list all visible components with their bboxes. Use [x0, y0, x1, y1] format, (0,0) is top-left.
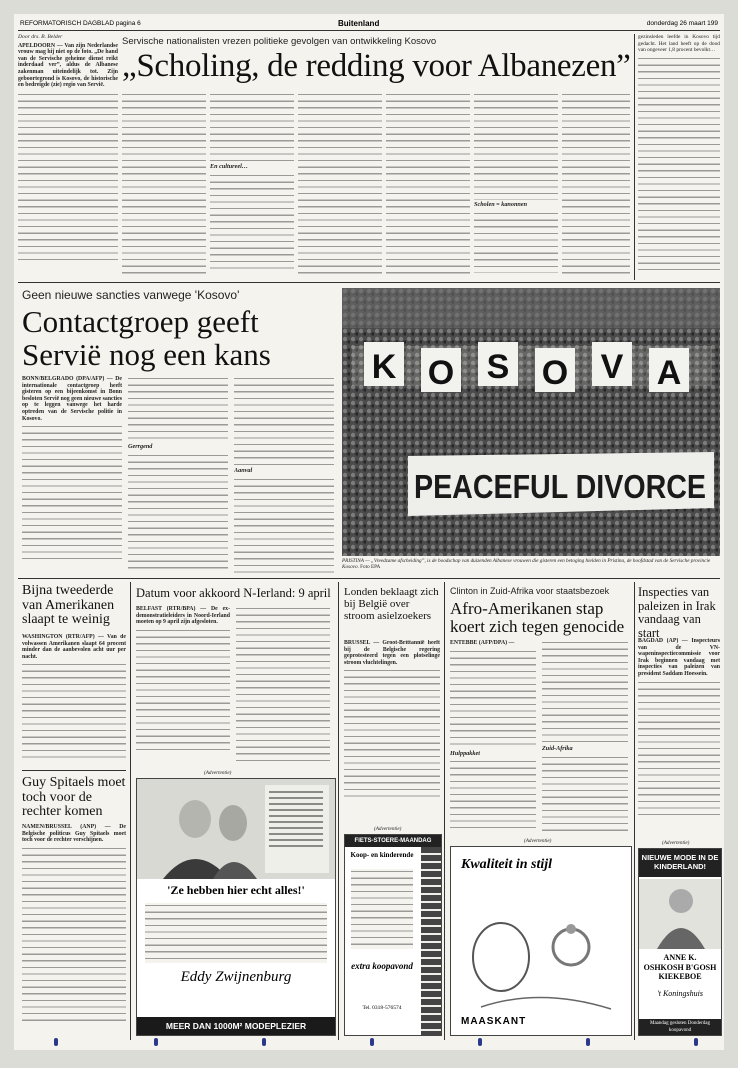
ad-maaskant-jewelry: [451, 887, 631, 1027]
ad-koningshuis[interactable]: [638, 848, 722, 1036]
ad-koningshuis-name: ANNE K. OSHKOSH B'GOSH KIEKEBOE: [643, 953, 717, 981]
kosovo-subhead-2: Scholen = kanonnen: [474, 201, 528, 208]
asiel-lead: Groot-Brittannië heeft bij de Belgische regering geprotesteerd tegen een plotselinge stroom vluchtelingen.: [344, 640, 440, 666]
ad-stoer-title: FIETS-STOERE-MAANDAG: [345, 835, 441, 847]
ierland-col-2: [236, 606, 330, 766]
contactgroep-col-1: [22, 376, 122, 574]
contactgroep-lead: De internationale contactgroep heeft gisteren op een bijeenkomst in Bonn besloten Servië nog geen nieuwe sancties op te leggen vanwege het harde optreden van de Servische politie in Kosovo.: [22, 376, 122, 422]
clinton-subhead-2: Hulppakket: [450, 749, 480, 757]
banner-letter: S: [486, 348, 510, 386]
photo-caption: [342, 558, 720, 576]
kosovo-lead: APELDOORN — Van zijn Nederlandse vrouw mag hij niet op de foto. „De hand van de Servische geheime dienst reikt inderdaad ver”, aldus de Albanese zakenman uiteindelijk tot. Zijn geboortegrond is Kosovo, de historische en bedreigde (zie) regio van Servië.: [18, 42, 118, 89]
spitaels-headline: Guy Spitaels moet toch voor de rechter komen: [22, 775, 126, 819]
ierland-dateline: BELFAST (RTR/BPA) —: [136, 606, 207, 612]
kosovo-right-teaser: gezinsleden leefde in Kosovo tijd gedacht. Het land heeft op de dood van ongeveer 1,8 procent bevolkt…: [638, 34, 720, 54]
contactgroep-dateline: BONN/BELGRADO (DPA/AFP) —: [22, 376, 113, 382]
binder-mark: [262, 1038, 266, 1046]
binder-mark: [154, 1038, 158, 1046]
ad-eddy-zwijnenburg[interactable]: [136, 778, 336, 1036]
clinton-subhead-1: Zuid-Afrika: [542, 745, 573, 752]
binder-mark: [54, 1038, 58, 1046]
ad-fiets-stoere-maandag[interactable]: [344, 834, 442, 1036]
issue-date: donderdag 26 maart 199: [646, 20, 718, 27]
irak-lead: Inspecteurs van de VN-wapeninspectiecommissie voor Irak beginnen vandaag met inspecties van paleizen van president Saddam Hoessein.: [638, 638, 720, 677]
peaceful-divorce-sign: [408, 452, 714, 516]
kosova-banner: [352, 342, 712, 392]
kosovo-right-column: [638, 34, 720, 280]
page-header: [18, 18, 720, 31]
contactgroep-col-3: [234, 376, 334, 574]
ierland-headline: Datum voor akkoord N-Ierland: 9 april: [136, 586, 331, 600]
newspaper-page: [14, 14, 724, 1050]
irak-body: [638, 638, 720, 838]
ad-koningshuis-banner: NIEUWE MODE IN DE KINDERLAND!: [639, 849, 721, 877]
section-title: Buitenland: [338, 19, 380, 28]
caption-text: PRISTINA — „Vreedzame afscheiding”, is de boodschap van duizenden Albanese vrouwen die gisteren een betoging hielden in Pristina, de hoofdstad van de Servische provincie Kosovo.: [342, 558, 711, 570]
binder-mark: [478, 1038, 482, 1046]
kosovo-kicker: Servische nationalisten vrezen politieke gevolgen van ontwikkeling Kosovo: [122, 36, 437, 47]
ad-eddy-footer: MEER DAN 1000M² MODEPLEZIER: [137, 1017, 335, 1035]
irak-headline: Inspecties van paleizen in Irak vandaag van start: [638, 585, 716, 640]
asiel-dateline: BRUSSEL —: [344, 640, 380, 646]
kosovo-lead-column: [18, 34, 118, 282]
clinton-headline: Afro-Amerikanen stap koert zich tegen genocide: [450, 599, 625, 636]
ad-maaskant-label: (Advertentie): [524, 838, 552, 844]
ierland-col-1: [136, 606, 230, 766]
kosovo-subhead-1: En cultureel…: [210, 163, 248, 170]
ad-maaskant-slogan: Kwaliteit in stijl: [461, 857, 553, 872]
ad-eddy-label: (Advertentie): [204, 770, 232, 776]
banner-letter: O: [427, 354, 455, 392]
kosovo-byline: Door drs. B. Belder: [18, 34, 63, 40]
contactgroep-kicker: Geen nieuwe sancties vanwege 'Kosovo': [22, 288, 240, 302]
ad-koningshuis-label: (Advertentie): [662, 840, 690, 846]
amerikanen-headline: Bijna tweederde van Amerikanen slaapt te weinig: [22, 583, 115, 627]
amerikanen-body: [22, 634, 126, 766]
clinton-dateline: ENTEBBE (AFP/DPA) —: [450, 640, 515, 646]
spitaels-dateline: NAMEN/BRUSSEL (ANP) —: [22, 824, 111, 830]
contactgroep-headline-1: Contactgroep geeft: [22, 304, 259, 339]
asiel-body: [344, 640, 440, 820]
binder-mark: [370, 1038, 374, 1046]
sign-text: PEACEFUL DIVORCE: [414, 468, 706, 505]
ad-eddy-photo: [137, 779, 335, 879]
kosovo-col-5: [474, 92, 558, 278]
kosovo-col-4: [386, 92, 470, 278]
contactgroep-headline-2: Servië nog een kans: [22, 337, 271, 372]
paper-name: REFORMATORISCH DAGBLAD pagina 6: [20, 20, 141, 27]
ad-koningshuis-footer: Maandag gesloten Donderdag koopavond: [639, 1019, 721, 1035]
contactgroep-subhead-1: Gerrgend: [128, 443, 153, 450]
spitaels-body: [22, 824, 126, 1036]
banner-letter: V: [600, 348, 624, 386]
ad-eddy-brand: Eddy Zwijnenburg: [180, 969, 292, 985]
ad-koningshuis-shop: 't Koningshuis: [657, 989, 703, 998]
ierland-lead: De ex-demonstratieleiders in Noord-Ierland moeten op 9 april zijn afgesloten.: [136, 606, 230, 626]
clinton-col-1: [450, 640, 536, 836]
ad-koningshuis-photo: [639, 879, 721, 949]
ad-stoer-subtitle: Koop- en kinderende: [350, 851, 414, 859]
banner-letter: O: [541, 354, 569, 392]
binder-mark: [586, 1038, 590, 1046]
binder-mark: [694, 1038, 698, 1046]
amerikanen-lead: Van de volwassen Amerikanen slaapt 64 procent minder dan de aanbevolen acht uur per nacht.: [22, 634, 126, 660]
spitaels-lead: De Belgische politicus Guy Spitaels moet toch voor de rechter verschijnen.: [22, 824, 126, 844]
demonstration-photo: [342, 288, 720, 556]
kosovo-headline: „Scholing, de redding voor Albanezen”: [122, 48, 631, 84]
ad-stoer-label: (Advertentie): [374, 826, 402, 832]
ad-maaskant-brand: MAASKANT: [461, 1016, 527, 1027]
contactgroep-col-2: [128, 376, 228, 574]
banner-letter: K: [371, 348, 397, 386]
amerikanen-dateline: WASHINGTON (RTR/AFP) —: [22, 634, 104, 640]
kosovo-col-6: [562, 92, 630, 278]
kosovo-body-text: [18, 92, 118, 262]
banner-letter: A: [656, 354, 682, 392]
clinton-col-2: [542, 640, 628, 836]
ad-stoer-offer: extra koopavond: [351, 961, 413, 971]
kosovo-col-1: [122, 92, 206, 278]
asiel-headline: Londen beklaagt zich bij België over stroom asielzoekers: [344, 586, 439, 622]
ad-maaskant[interactable]: [450, 846, 632, 1036]
photo-credit: Foto EPA: [360, 564, 381, 570]
clinton-kicker: Clinton in Zuid-Afrika voor staatsbezoek: [450, 586, 610, 596]
irak-dateline: BAGDAD (AP) —: [638, 638, 688, 644]
kosovo-col-2: [210, 92, 294, 278]
photo-image: [342, 288, 720, 556]
kosovo-col-3: [298, 92, 382, 278]
ad-stoer-phone: Tel. 0318-576574: [362, 1005, 402, 1011]
contactgroep-subhead-2: Aanval: [234, 467, 253, 474]
ad-eddy-slogan: 'Ze hebben hier echt alles!': [167, 883, 305, 897]
